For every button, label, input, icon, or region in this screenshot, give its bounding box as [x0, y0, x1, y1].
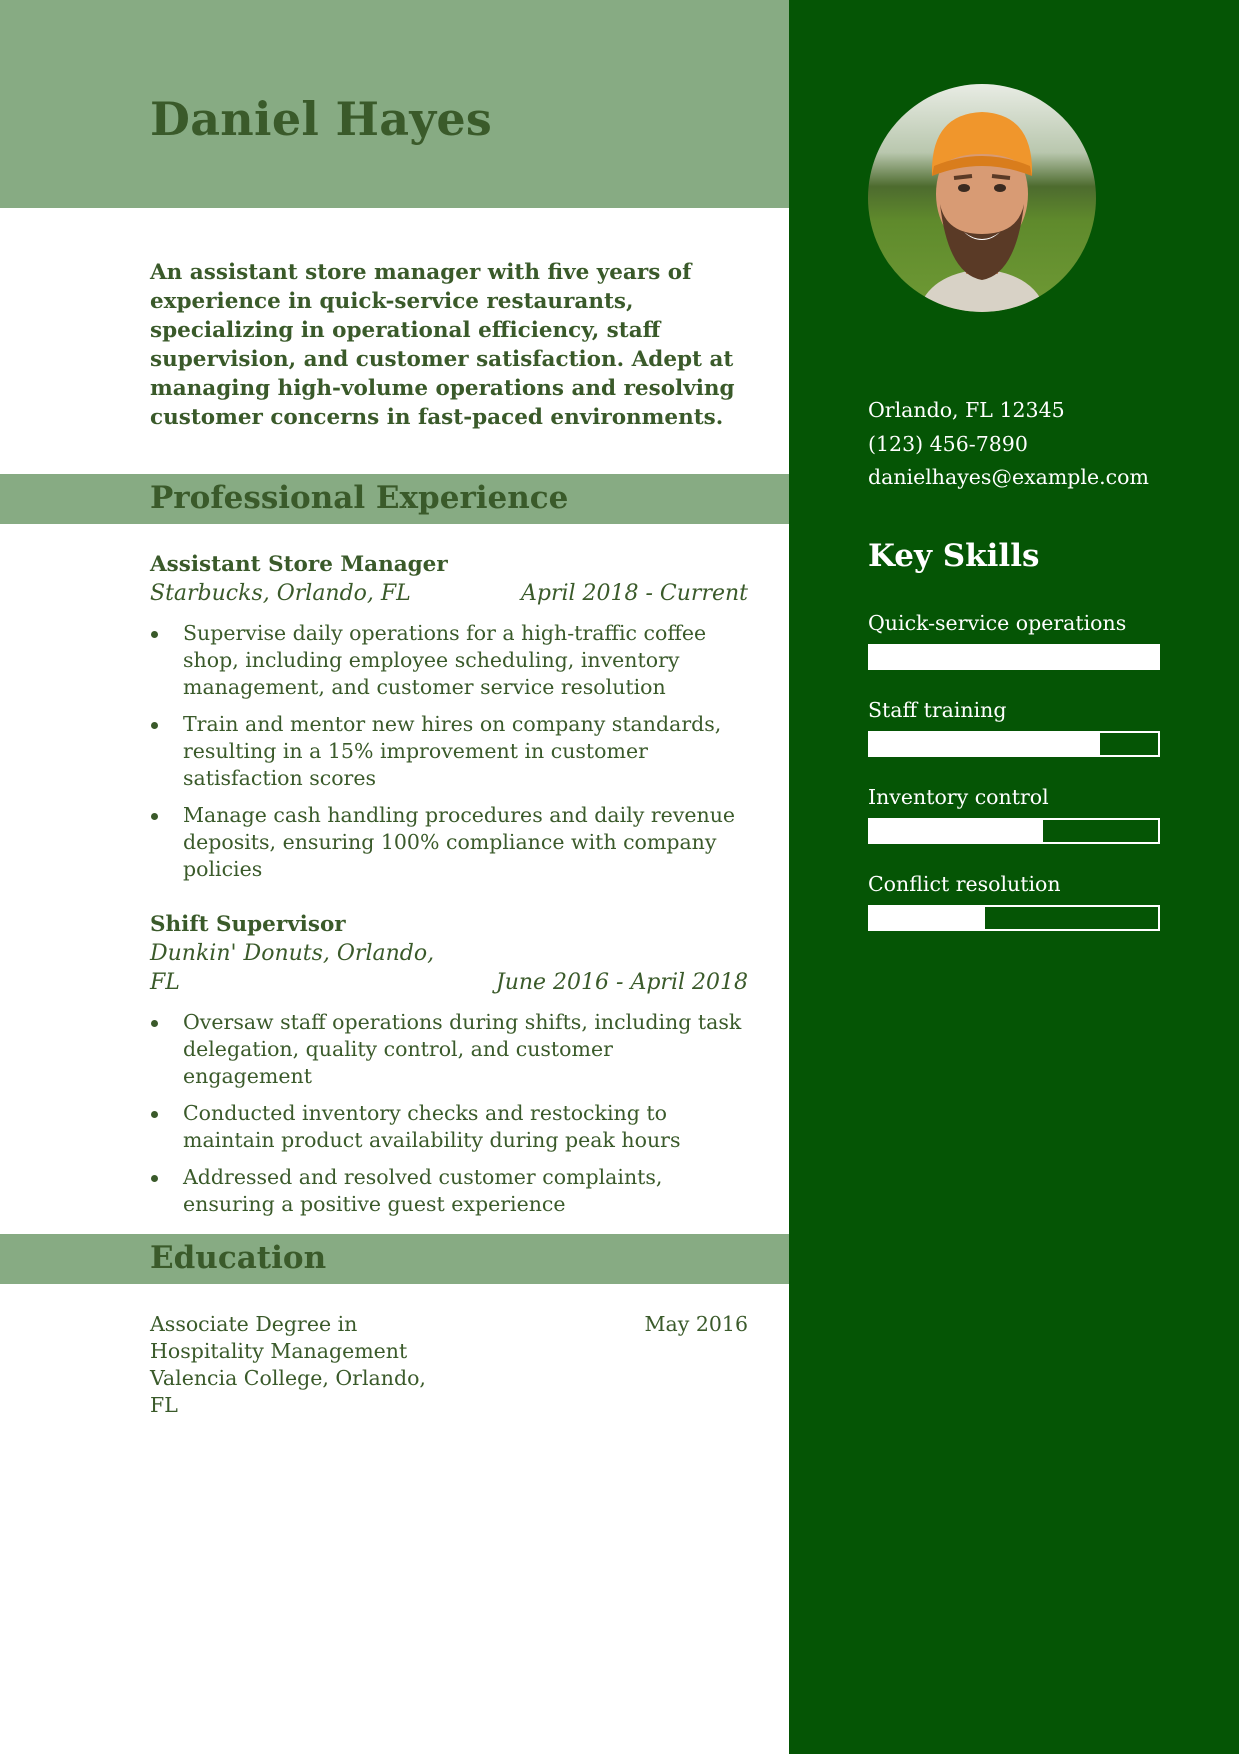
candidate-name: Daniel Hayes — [150, 92, 493, 146]
skills-title: Key Skills — [868, 538, 1040, 574]
bullet-icon — [151, 813, 158, 820]
contact-phone[interactable]: (123) 456-7890 — [868, 431, 1028, 456]
skill-bar-fill — [870, 907, 985, 929]
experience-section-title: Professional Experience — [150, 480, 569, 516]
job-bullet — [150, 1009, 748, 1090]
job-bullet — [150, 802, 748, 883]
job-bullet-text: Conducted inventory checks and restocking to maintain product availability during peak hours — [183, 1101, 681, 1152]
job-meta — [150, 579, 748, 608]
bullet-icon — [151, 1020, 158, 1027]
job-bullets — [150, 1009, 748, 1218]
bullet-icon — [151, 722, 158, 729]
education-school: Valencia College, Orlando, FL — [150, 1366, 426, 1417]
skill-bar-fill — [870, 820, 1043, 842]
skill-label: Inventory control — [868, 785, 1049, 809]
skill-label: Quick-service operations — [868, 611, 1127, 635]
job-bullets — [150, 620, 748, 883]
skill-item — [868, 697, 1160, 757]
job-dates: April 2018 - Current — [520, 581, 748, 606]
portrait-icon — [868, 84, 1096, 312]
skill-item — [868, 784, 1160, 844]
contact-location: Orlando, FL 12345 — [868, 398, 1065, 422]
portrait-photo — [868, 84, 1096, 312]
contact-email[interactable]: danielhayes@example.com — [868, 465, 1149, 489]
job-company: Starbucks, Orlando, FL — [150, 581, 411, 606]
job-entry — [150, 910, 748, 1228]
job-bullet-text: Manage cash handling procedures and daily revenue deposits, ensuring 100% compliance with company policies — [183, 803, 736, 881]
contact-info — [868, 394, 1149, 495]
skill-bar — [868, 818, 1160, 844]
skill-item — [868, 610, 1160, 670]
bullet-icon — [151, 631, 158, 638]
job-bullet-text: Addressed and resolved customer complaints, ensuring a positive guest experience — [183, 1165, 663, 1216]
job-entry — [150, 550, 748, 893]
skill-bar-fill — [870, 646, 1158, 668]
job-bullet-text: Oversaw staff operations during shifts, including task delegation, quality control, and customer engagement — [183, 1010, 742, 1088]
job-bullet — [150, 711, 748, 792]
job-bullet-text: Train and mentor new hires on company standards, resulting in a 15% improvement in customer satisfaction scores — [183, 712, 722, 790]
job-bullet — [150, 620, 748, 701]
skill-bar-fill — [870, 733, 1100, 755]
job-title: Assistant Store Manager — [150, 552, 448, 577]
experience-section-header — [0, 474, 789, 524]
education-entry — [150, 1311, 748, 1419]
education-degree: Associate Degree in Hospitality Management — [150, 1312, 408, 1363]
job-dates: June 2016 - April 2018 — [495, 970, 748, 995]
job-bullet — [150, 1100, 748, 1154]
professional-summary: An assistant store manager with five years of experience in quick-service restaurants, specializing in operational efficiency, staff supervision, and customer satisfaction. Adept at managing high-volume operations and resolving customer concerns in fast-paced environments. — [150, 260, 735, 430]
job-meta — [150, 939, 748, 997]
skill-bar — [868, 905, 1160, 931]
job-title: Shift Supervisor — [150, 912, 346, 937]
education-section-title: Education — [150, 1240, 327, 1276]
skill-item — [868, 871, 1160, 931]
job-bullet — [150, 1164, 748, 1218]
header-band — [0, 0, 789, 208]
education-date: May 2016 — [644, 1312, 748, 1336]
skill-label: Staff training — [868, 698, 1007, 722]
skill-bar — [868, 644, 1160, 670]
job-bullet-text: Supervise daily operations for a high-traffic coffee shop, including employee scheduling, inventory management, and customer service resolution — [183, 621, 707, 699]
bullet-icon — [151, 1111, 158, 1118]
job-company: Dunkin' Donuts, Orlando, FL — [150, 941, 435, 995]
skill-label: Conflict resolution — [868, 872, 1061, 896]
skill-bar — [868, 731, 1160, 757]
bullet-icon — [151, 1175, 158, 1182]
education-section-header — [0, 1234, 789, 1284]
